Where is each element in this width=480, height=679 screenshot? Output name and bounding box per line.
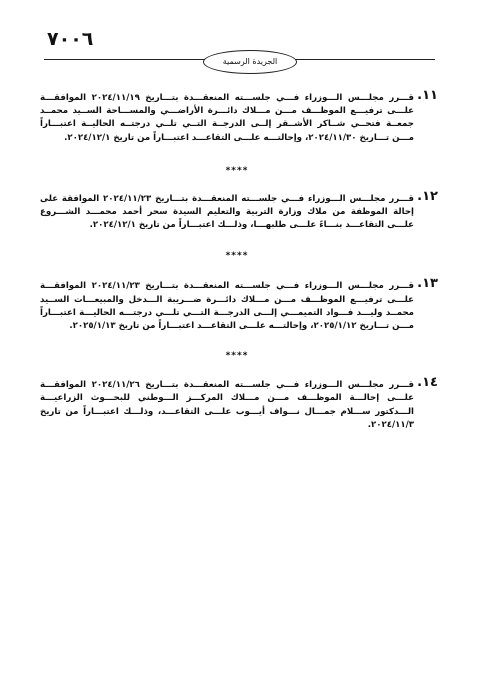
decision-item bbox=[40, 88, 438, 145]
decision-text: قـــرر مجلـــس الـــوزراء فـــي جلســـته المنعقـــدة بتـــاريخ ٢٠٢٤/١١/٢٣ الموافقـــة علـــى ترفيـــع الموظـــف مـــن مـــلاك دائـــرة ضـــريبة الـــدخل والمبيعـــات الســيد محمــد وليـــد فـــواد التميمـــي إلـــى الدرجـــة التـــي تلـــي درجتـــه الحاليـــة اعتبـــاراً مـــن تـــاريخ ٢٠٢٥/١/١٢، وإحالتـــه علـــى التقاعـــد اعتبـــاراً من تاريخ ٢٠٢٥/١/١٣. bbox=[40, 281, 414, 332]
separator: **** bbox=[225, 251, 249, 262]
decision-item bbox=[40, 188, 438, 233]
separator: **** bbox=[225, 351, 249, 362]
decision-item bbox=[40, 375, 438, 432]
decision-number: ١٤. bbox=[417, 375, 438, 391]
decision-text: قـــرر مجلـــس الـــوزراء فـــي جلســـته المنعقـــدة بتـــاريخ ٢٠٢٤/١١/٢٣ الموافقة على إحالة الموظفة من ملاك وزارة التربية والتعليم السيدة سحر أحمد محمـــد الشـــروع علـــى التقاعـــد بنـــاءً علـــى طلبهـــا، وذلـــك اعتبـــاراً من تاريخ ٢٠٢٤/١٢/١. bbox=[40, 193, 414, 231]
decision-number: ١٣. bbox=[417, 276, 438, 292]
decision-number: ١١. bbox=[417, 88, 438, 103]
separator: **** bbox=[225, 165, 249, 176]
gazette-title-badge: الجريدة الرسمية bbox=[203, 50, 297, 74]
decision-number: ١٢. bbox=[417, 188, 438, 204]
decision-text: قـــرر مجلـــس الـــوزراء فـــي جلســـته المنعقـــدة بتـــاريخ ٢٠٢٤/١١/٢٦ الموافقـــة علـــى إحالـــة الموظـــف مـــن مـــلاك المركـــز الـــوطني للبحـــوث الزراعيـــة الـــدكتور ســـلام جمـــال نـــواف أيـــوب علـــى التقاعـــد، وذلـــك اعتبـــاراً من تاريخ ٢٠٢٤/١١/٣. bbox=[40, 380, 414, 430]
page-number: ٧٠٠٦ bbox=[47, 28, 94, 50]
decision-item bbox=[40, 276, 438, 333]
decisions-list bbox=[40, 88, 438, 432]
decision-text: قـــرر مجلـــس الـــوزراء فـــي جلســـته المنعقـــدة بتـــاريخ ٢٠٢٤/١١/١٩ الموافقـــة علـــى ترفيـــع الموظـــف مـــن مـــلاك دائـــرة الأراضـــي والمســـاحة الســيد محمــد جمعــة فتحــي شــاكر الأشــقر إلــى الدرجــة التــي تلــي درجتــه الحاليــة اعتبـــاراً مـــن تـــاريخ ٢٠٢٤/١١/٣٠، وإحالتـــه علـــى التقاعـــد اعتبـــاراً من تاريخ ٢٠٢٤/١٢/١. bbox=[40, 93, 414, 143]
